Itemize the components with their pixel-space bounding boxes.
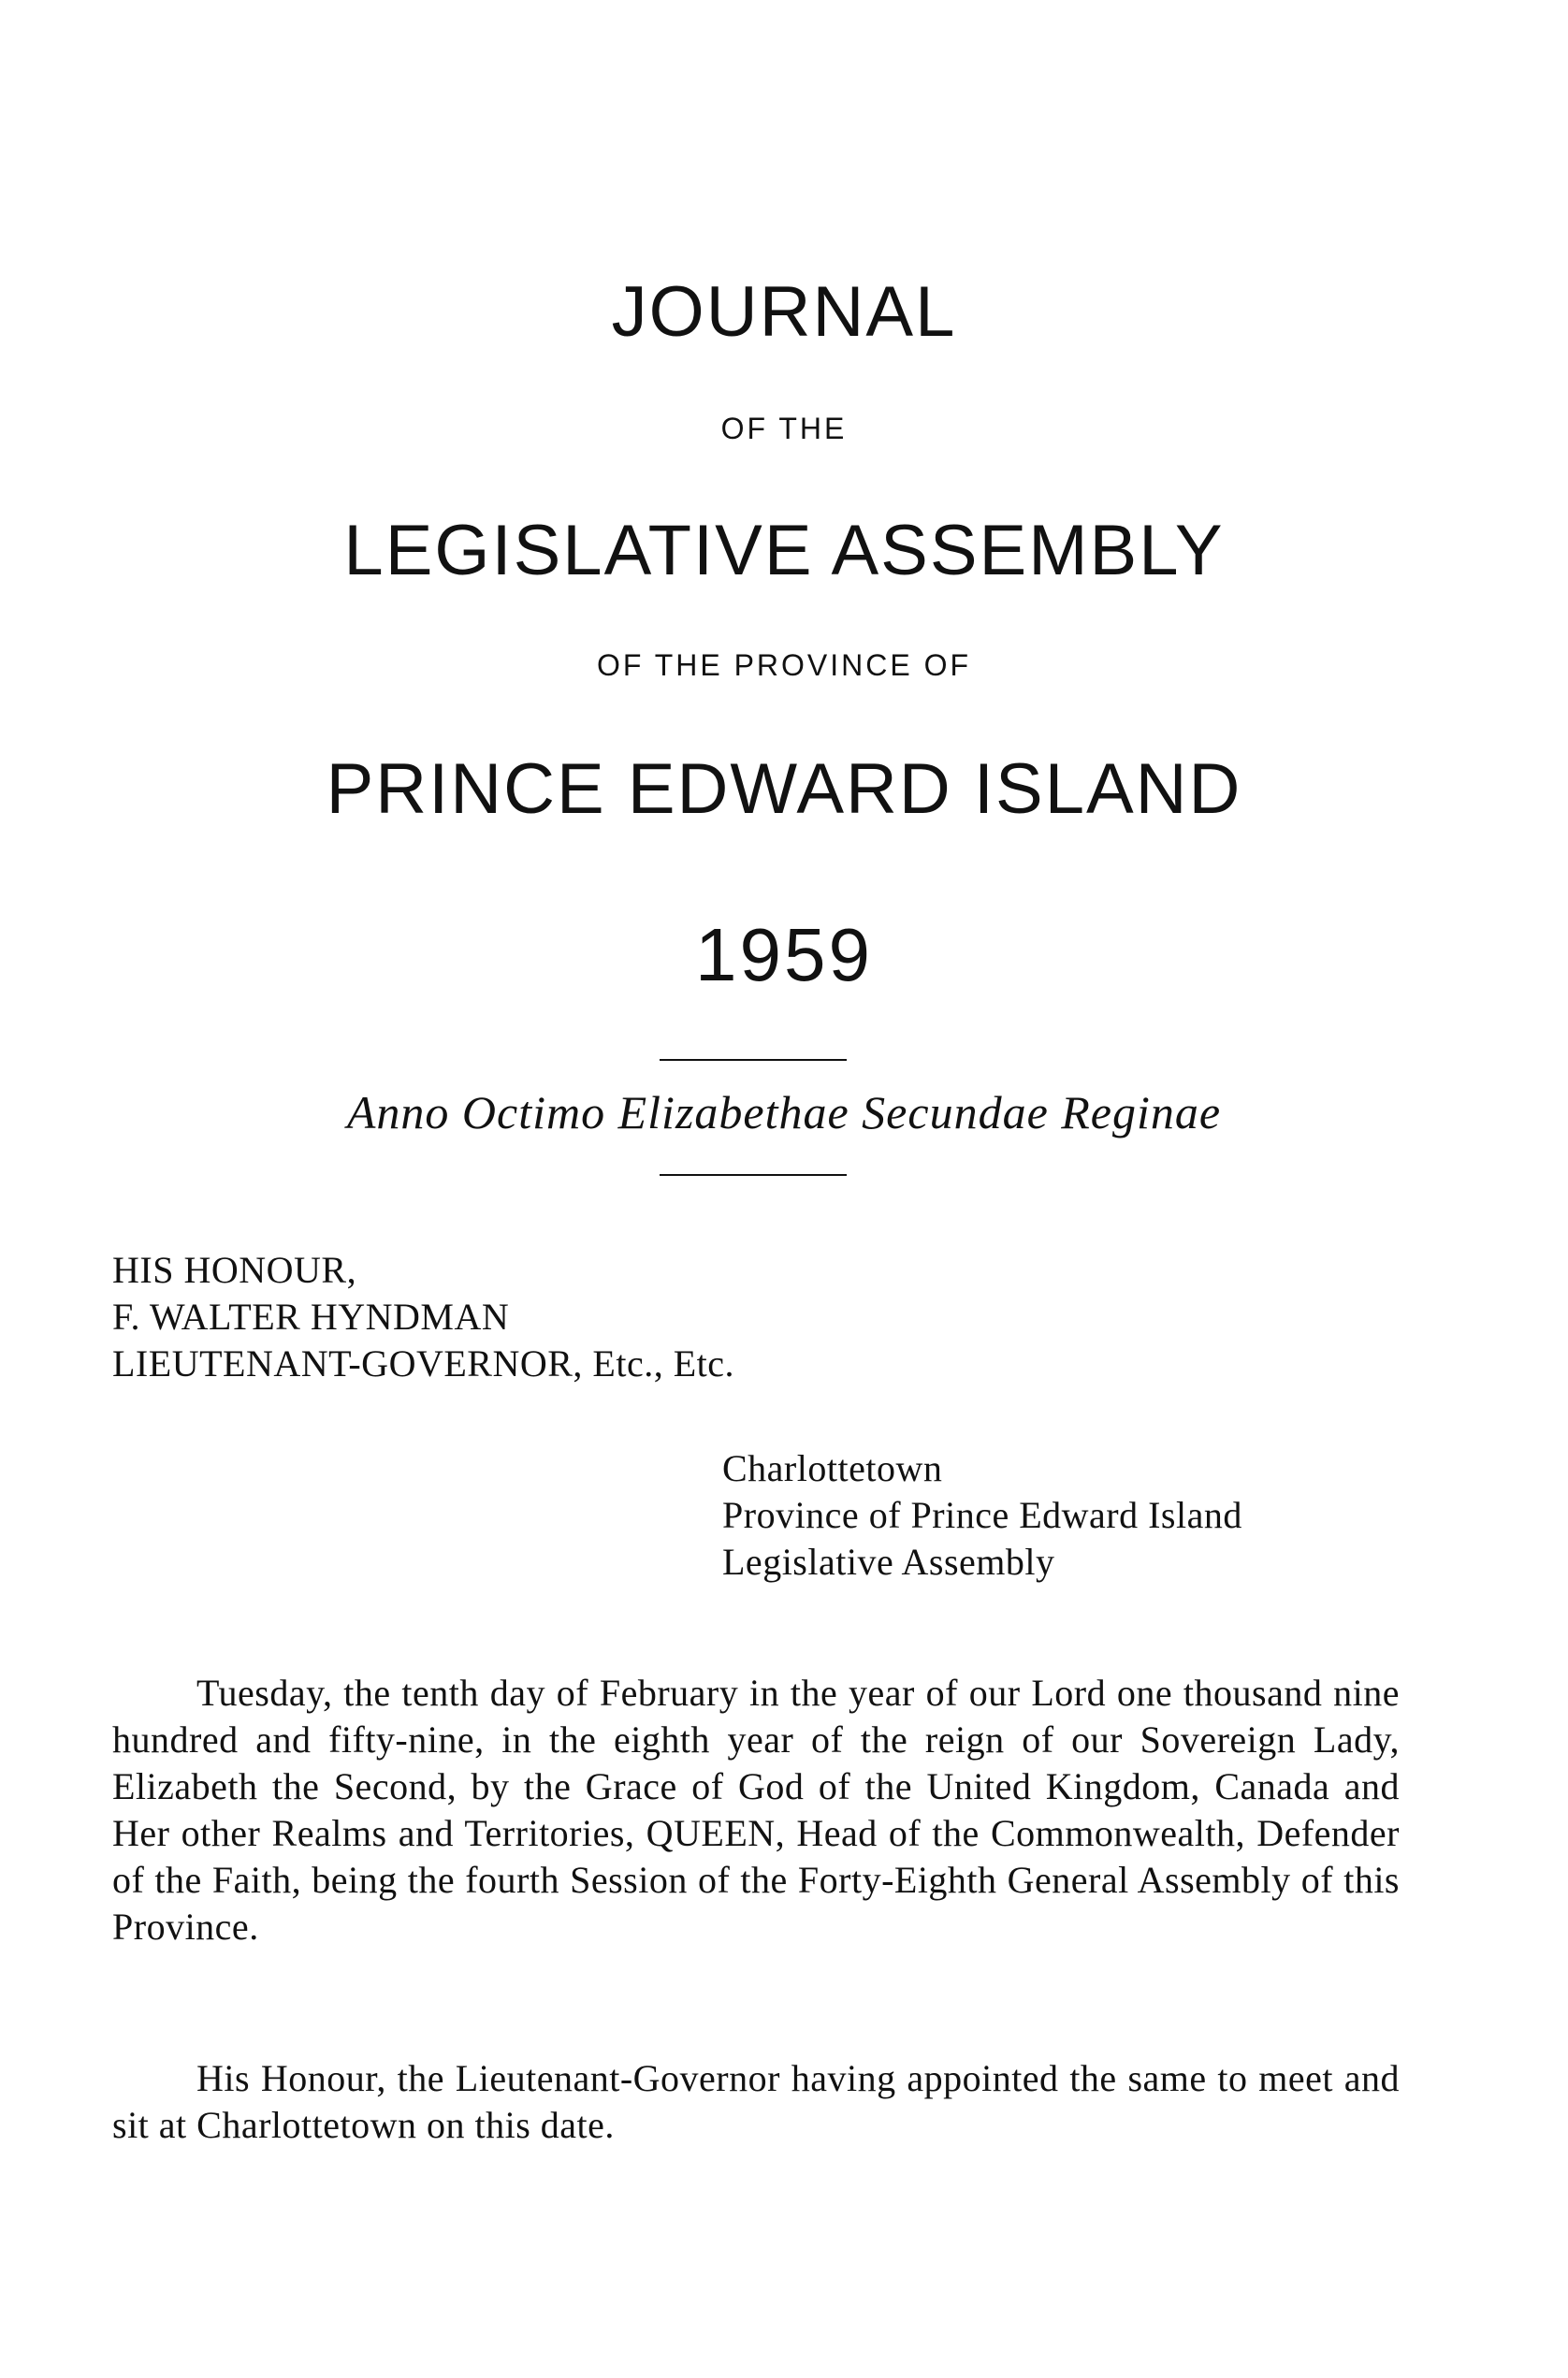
regnal-year-line: Anno Octimo Elizabethae Secundae Reginae — [346, 1086, 1222, 1138]
place-line: Province of Prince Edward Island — [722, 1494, 1242, 1536]
opening-paragraph: Tuesday, the tenth day of February in the year of our Lord one thousand nine hundred and fifty-nine, in the eighth year of the reign of our Sovereign Lady, Elizabeth the Second, by the Grace of God of the United Kingdom, Canada and Her other Realms and Territories, QUEEN, Head of the Commonwealth, Defender of the Faith, being the fourth Session of the Forty-Eighth General Assembly of this Province. — [112, 1672, 1400, 1948]
title-of-the-province-of: OF THE PROVINCE OF — [596, 648, 972, 682]
title-prince-edward-island: PRINCE EDWARD ISLAND — [326, 749, 1242, 829]
addressee-line: HIS HONOUR, — [112, 1249, 357, 1291]
place-block — [722, 1445, 1242, 1586]
addressee-block — [112, 1247, 734, 1387]
place-line: Legislative Assembly — [722, 1541, 1055, 1583]
title-legislative-assembly: LEGISLATIVE ASSEMBLY — [343, 511, 1225, 590]
divider-top — [660, 1059, 847, 1061]
title-of-the: OF THE — [720, 412, 848, 445]
appointment-paragraph: His Honour, the Lieutenant-Governor having appointed the same to meet and sit at Charlottetown on this date. — [112, 2057, 1400, 2146]
divider-bottom — [660, 1174, 847, 1176]
addressee-line: LIEUTENANT-GOVERNOR, Etc., Etc. — [112, 1342, 735, 1385]
title-year: 1959 — [695, 913, 873, 996]
addressee-line: F. WALTER HYNDMAN — [112, 1296, 510, 1338]
title-journal: JOURNAL — [611, 272, 957, 352]
place-line: Charlottetown — [722, 1447, 943, 1489]
